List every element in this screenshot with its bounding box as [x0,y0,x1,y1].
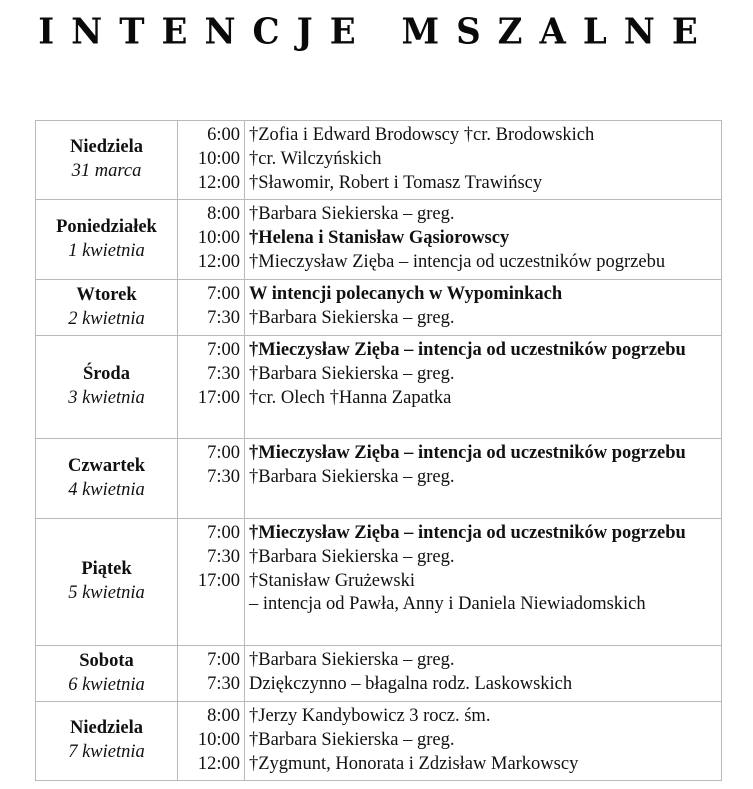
day-date: 31 marca [71,161,142,181]
day-cell [36,646,178,702]
intentions-cell [245,336,722,439]
mass-time: 12:00 [197,251,240,272]
mass-time: 7:30 [207,363,240,384]
mass-time: 12:00 [197,753,240,774]
intention-entry: †Barbara Siekierska – greg. [249,729,455,750]
day-name: Poniedziałek [56,216,157,237]
day-row [36,702,722,781]
mass-time: 7:30 [207,673,240,694]
day-date: 5 kwietnia [68,583,145,603]
times-cell [178,702,245,781]
intentions-cell [245,280,722,336]
times-cell [178,646,245,702]
times-cell [178,200,245,280]
schedule-body [36,121,722,781]
intention-entry: †Barbara Siekierska – greg. [249,650,455,670]
mass-time: 7:00 [207,340,240,360]
day-cell [36,702,178,781]
mass-time: 8:00 [207,706,240,726]
day-cell [36,439,178,519]
day-row [36,646,722,702]
times-cell [178,519,245,646]
intention-entry: †Zofia i Edward Brodowscy †cr. Brodowskich [249,125,595,145]
mass-time: 7:00 [207,523,240,543]
day-name: Niedziela [70,137,143,158]
day-date: 1 kwietnia [68,240,145,261]
mass-time: 17:00 [197,387,240,408]
day-date: 4 kwietnia [68,479,145,500]
intention-entry: †Sławomir, Robert i Tomasz Trawińscy [249,172,543,193]
day-row [36,439,722,519]
day-name: Piątek [81,559,132,580]
intention-entry: – intencja od Pawła, Anny i Daniela Niewiadomskich [249,594,646,615]
mass-time: 7:30 [207,546,240,567]
intention-entry: †Zygmunt, Honorata i Zdzisław Markowscy [249,753,579,774]
mass-time: 10:00 [197,227,240,248]
intentions-cell [245,646,722,702]
intentions-cell [245,439,722,519]
day-date: 2 kwietnia [68,308,145,329]
mass-time: 10:00 [197,148,240,169]
day-row [36,336,722,439]
intention-entry: †Mieczysław Zięba – intencja od uczestników pogrzebu [249,523,686,543]
intention-entry: †Mieczysław Zięba – intencja od uczestników pogrzebu [249,340,686,360]
mass-time: 7:30 [207,307,240,328]
times-cell [178,336,245,439]
intention-entry: †Stanisław Grużewski [249,570,415,591]
intention-entry: W intencji polecanych w Wypominkach [249,284,563,304]
day-date: 3 kwietnia [68,388,145,408]
intention-entry: Dziękczynno – błagalna rodz. Laskowskich [249,673,573,694]
intention-entry: †Barbara Siekierska – greg. [249,546,455,567]
day-name: Wtorek [76,284,137,305]
intention-entry: †Barbara Siekierska – greg. [249,466,455,487]
mass-time: 12:00 [197,172,240,193]
day-row [36,280,722,336]
intention-entry: †Barbara Siekierska – greg. [249,204,455,224]
intention-entry: †Helena i Stanisław Gąsiorowscy [249,227,510,248]
day-cell [36,200,178,280]
intention-entry: †Jerzy Kandybowicz 3 rocz. śm. [249,706,491,726]
mass-time: 10:00 [197,729,240,750]
times-cell [178,439,245,519]
mass-time: 7:00 [207,650,240,670]
mass-time: 17:00 [197,570,240,591]
intentions-cell [245,121,722,200]
mass-time: 8:00 [207,204,240,224]
day-row [36,200,722,280]
day-row [36,121,722,200]
intention-entry: †Mieczysław Zięba – intencja od uczestników pogrzebu [249,443,686,463]
day-name: Czwartek [67,455,146,476]
intention-entry: †Mieczysław Zięba – intencja od uczestników pogrzebu [249,251,666,272]
mass-time: 6:00 [207,125,240,145]
day-name: Środa [83,364,130,385]
day-cell [36,519,178,646]
day-date: 6 kwietnia [68,674,145,695]
times-cell [178,121,245,200]
intentions-cell [245,519,722,646]
intentions-cell [245,200,722,280]
day-cell [36,280,178,336]
day-cell [36,336,178,439]
times-cell [178,280,245,336]
mass-time: 7:30 [207,466,240,487]
intention-entry: †cr. Olech †Hanna Zapatka [249,387,452,408]
mass-time: 7:00 [207,284,240,304]
day-name: Sobota [79,650,134,671]
intention-entry: †Barbara Siekierska – greg. [249,363,455,384]
day-row [36,519,722,646]
intentions-cell [245,702,722,781]
intention-entry: †Barbara Siekierska – greg. [249,307,455,328]
day-name: Niedziela [70,718,143,739]
mass-intentions-table [35,120,722,781]
page-title: INTENCJE MSZALNE [38,11,715,54]
day-cell [36,121,178,200]
mass-time: 7:00 [207,443,240,463]
day-date: 7 kwietnia [68,742,145,762]
intention-entry: †cr. Wilczyńskich [249,148,382,169]
